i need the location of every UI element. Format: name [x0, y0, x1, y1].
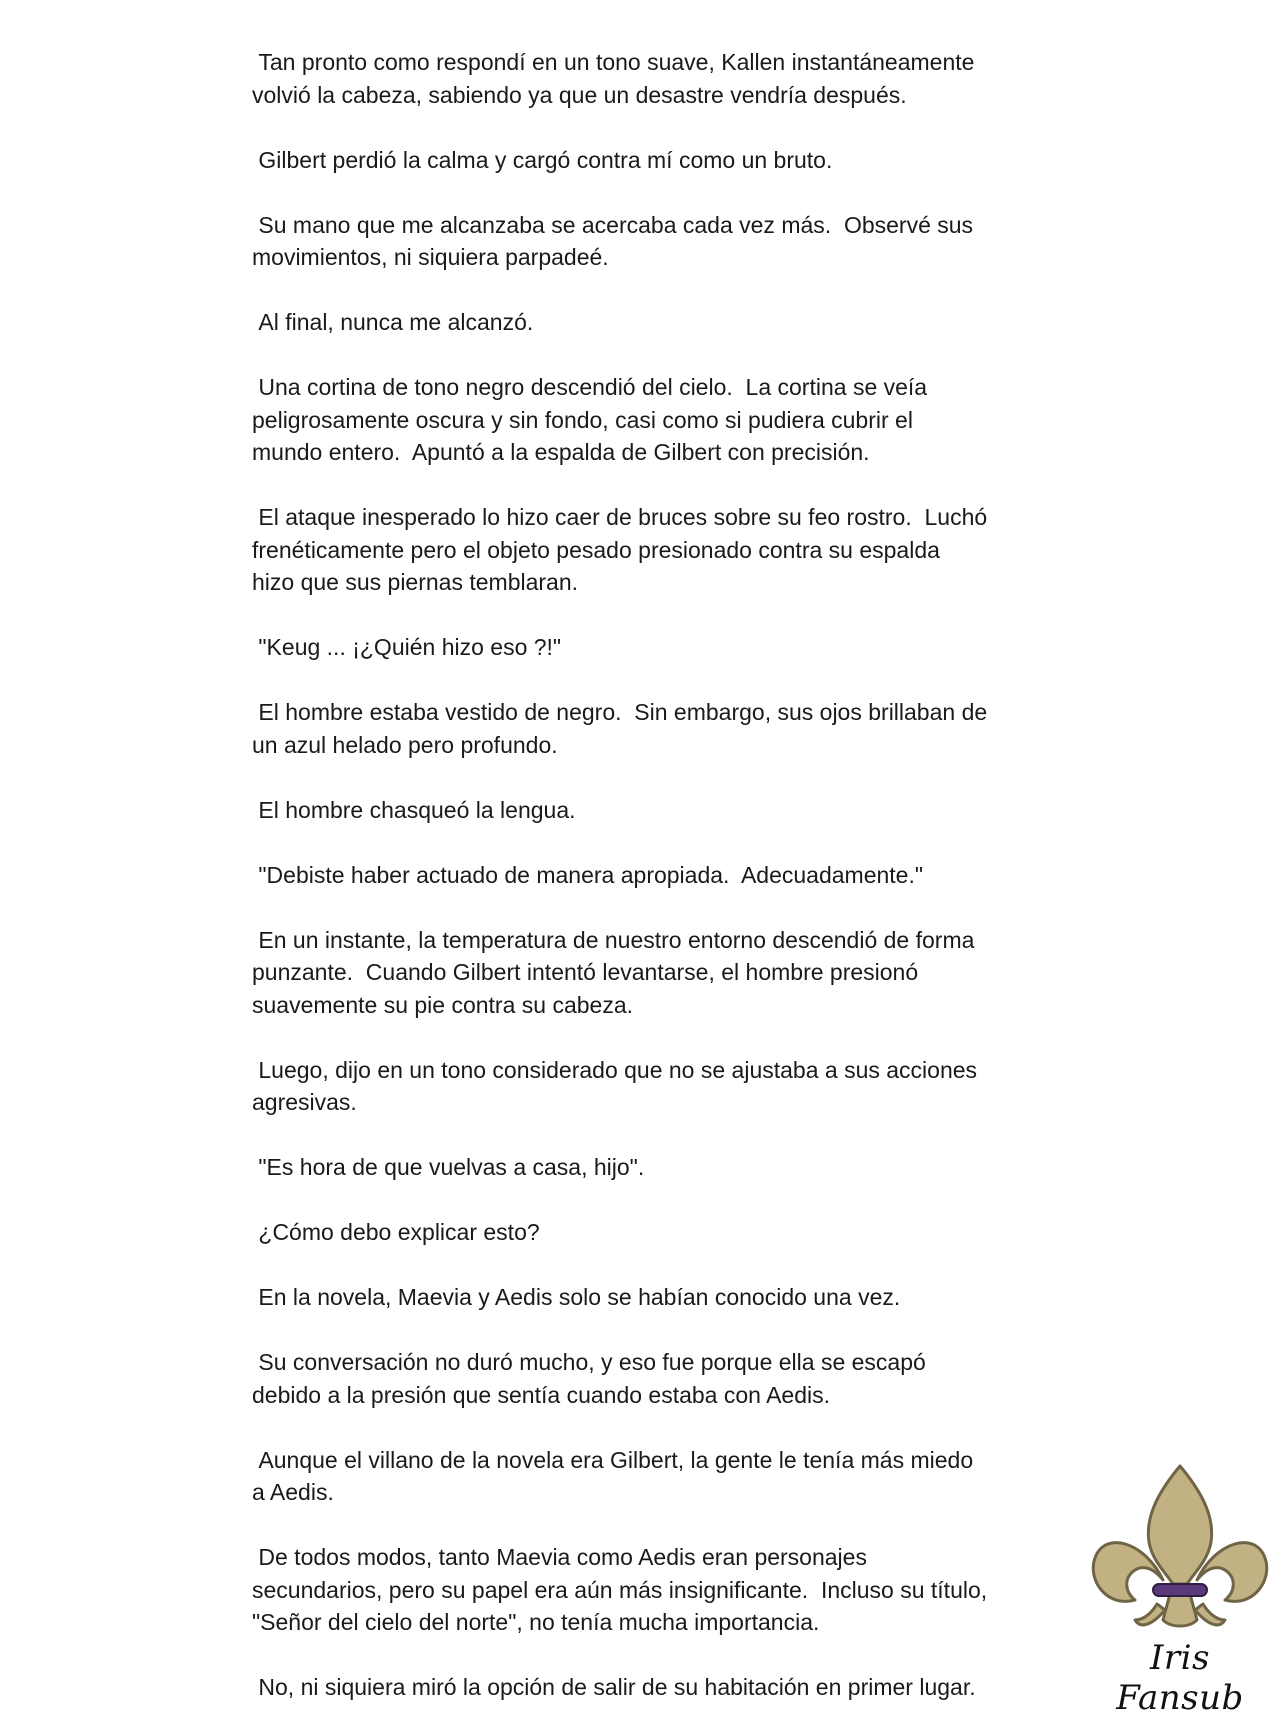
paragraph: En un instante, la temperatura de nuestro entorno descendió de forma punzante. Cuando Gilbert intentó levantarse, el hombre presionó suavemente su pie contra su cabeza. — [252, 926, 975, 1018]
watermark-logo — [1085, 1460, 1275, 1718]
paragraph: Luego, dijo en un tono considerado que no se ajustaba a sus acciones agresivas. — [252, 1056, 978, 1115]
paragraph: El hombre chasqueó la lengua. — [252, 796, 576, 823]
paragraph: "Debiste haber actuado de manera apropiada. Adecuadamente." — [252, 861, 924, 888]
paragraph: Tan pronto como respondí en un tono suave, Kallen instantáneamente volvió la cabeza, sabiendo ya que un desastre vendría después. — [252, 49, 975, 108]
paragraph: Su conversación no duró mucho, y eso fue porque ella se escapó debido a la presión que sentía cuando estaba con Aedis. — [252, 1349, 926, 1408]
fleur-de-lis-icon — [1085, 1460, 1275, 1640]
paragraph: ¿Cómo debo explicar esto? — [252, 1219, 540, 1245]
paragraph: "Keug ... ¡¿Quién hizo eso ?!" — [252, 634, 562, 660]
paragraph: De todos modos, tanto Maevia como Aedis eran personajes secundarios, pero su papel era aún más insignificante. Incluso su título, "Señor del cielo del norte", no tenía mucha importancia. — [252, 1544, 988, 1635]
paragraph: No, ni siquiera miró la opción de salir de su habitación en primer lugar. — [252, 1674, 976, 1700]
paragraph: Gilbert perdió la calma y cargó contra mí como un bruto. — [252, 146, 833, 173]
paragraph: Su mano que me alcanzaba se acercaba cada vez más. Observé sus movimientos, ni siquiera parpadeé. — [252, 211, 974, 270]
paragraph: En la novela, Maevia y Aedis solo se habían conocido una vez. — [252, 1284, 901, 1310]
paragraph: "Es hora de que vuelvas a casa, hijo". — [252, 1154, 645, 1180]
paragraph: El hombre estaba vestido de negro. Sin embargo, sus ojos brillaban de un azul helado pero profundo. — [252, 699, 988, 758]
paragraph: Una cortina de tono negro descendió del cielo. La cortina se veía peligrosamente oscura y sin fondo, casi como si pudiera cubrir el mundo entero. Apuntó a la espalda de Gilbert con precisión. — [252, 374, 928, 465]
paragraph: El ataque inesperado lo hizo caer de bruces sobre su feo rostro. Luchó frenéticamente pero el objeto pesado presionado contra su espalda hizo que sus piernas temblaran. — [252, 504, 988, 595]
paragraph: Al final, nunca me alcanzó. — [252, 309, 534, 335]
watermark-text: Iris Fansub — [1116, 1638, 1244, 1718]
paragraph: Aunque el villano de la novela era Gilbert, la gente le tenía más miedo a Aedis. — [252, 1446, 974, 1505]
document-body — [252, 46, 1052, 1736]
